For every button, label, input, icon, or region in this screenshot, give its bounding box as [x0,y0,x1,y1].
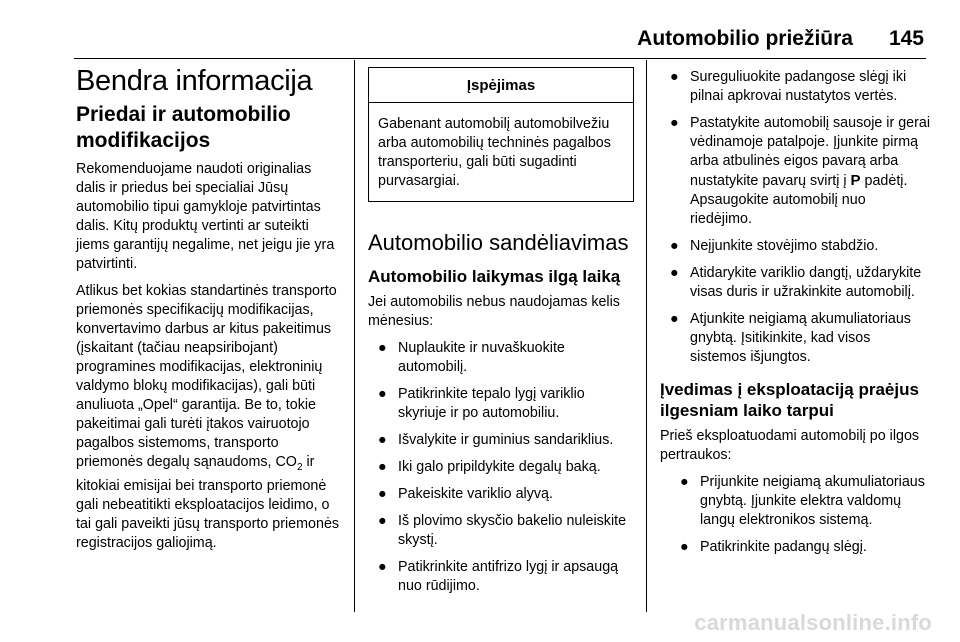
column-2 [368,60,634,604]
storage-list [368,339,634,596]
paragraph-2-b: ir kitokiai emisijai bei transporto priemonė gali nebeatitikti eksploatacijos leidimo, o tai gali paveikti jūsų transporto priemonės registracijos galiojimą. [76,454,340,551]
list-item [368,458,634,477]
header-rule [74,58,926,59]
watermark-rest: online.info [818,610,932,635]
list-item [368,485,634,504]
watermark [694,610,932,636]
list-item-text: Sureguliuokite padangose slėgį iki pilnai apkrovai nustatytos vertės. [690,69,907,104]
section-title: Bendra informacija [76,65,313,97]
paragraph-1: Rekomenduojame naudoti originalias dalis ir priedus bei specialiai Jūsų automobilio tipui gamykloje patvirtintas dalis. Kitų produktų vertinti ar suteikti jiems garantijų negalime, net jeigu jie yra patvirtinti. [76,161,335,272]
list-item-text: Patikrinkite tepalo lygį variklio skyriuje ir po automobiliu. [398,386,585,421]
bullet-icon: ● [378,486,387,502]
list-item [660,68,930,106]
column-3 [660,60,930,565]
list-item [368,385,634,423]
page-number: 145 [888,27,924,50]
list-item-text: Pakeiskite variklio alyvą. [398,486,553,502]
list-item-text: Nuplaukite ir nuvaškuokite automobilį. [398,340,565,375]
bullet-icon: ● [670,238,679,254]
warning-text: Gabenant automobilį automobilvežiu arba automobilių techninės pagalbos transporteriu, gali būti sugadinti purvasargiai. [378,116,611,189]
subsection-title: Priedai ir automobilio modifikacijos [76,103,291,152]
bullet-icon: ● [670,69,679,85]
list-item [660,114,930,229]
bullet-icon: ● [680,474,689,490]
list-item [660,473,930,530]
list-item [660,237,930,256]
bullet-icon: ● [670,115,679,131]
list-item [660,538,930,557]
warning-title: Įspėjimas [369,68,633,103]
list-item [368,339,634,377]
warning-box [368,67,634,202]
list-item [660,310,930,367]
column-divider-2 [646,60,647,612]
list-item-text: Patikrinkite antifrizo lygį ir apsaugą nuo rūdijimo. [398,559,619,594]
bullet-icon: ● [378,559,387,575]
running-header-title: Automobilio priežiūra [637,27,853,50]
list-item-text: Pastatykite automobilį sausoje ir gerai vėdinamoje patalpoje. Įjunkite pirmą arba atbulinės eigos pavarą arba nustatykite pavarų svirtį į [690,115,930,189]
paragraph-2 [76,282,342,553]
list-item [368,558,634,596]
bullet-icon: ● [378,386,387,402]
list-item-text: Atidarykite variklio dangtį, uždarykite visas duris ir užrakinkite automobilį. [690,265,922,300]
list-item [368,512,634,550]
long-storage-intro: Jei automobilis nebus naudojamas kelis mėnesius: [368,294,620,329]
bullet-icon: ● [378,459,387,475]
bullet-icon: ● [378,340,387,356]
list-item [368,431,634,450]
list-item-text: Iš plovimo skysčio bakelio nuleiskite skystį. [398,513,627,548]
recommission-title: Įvedimas į eksploataciją praėjus ilgesniam laiko tarpui [660,380,919,420]
column-1 [76,60,342,561]
park-position-letter: P [850,172,861,189]
storage-title: Automobilio sandėliavimas [368,230,629,255]
column-divider-1 [354,60,355,612]
list-item-text: Atjunkite neigiamą akumuliatoriaus gnybtą. Įsitikinkite, kad visos sistemos išjungtos. [690,311,911,365]
bullet-icon: ● [670,265,679,281]
bullet-icon: ● [670,311,679,327]
subscript-2: 2 [296,461,303,473]
recommission-list [660,473,930,557]
recommission-intro: Prieš eksploatuodami automobilį po ilgos pertraukos: [660,428,920,463]
list-item-text: Iki galo pripildykite degalų baką. [398,459,601,475]
list-item [660,264,930,302]
watermark-bold: carmanuals [694,610,819,635]
bullet-icon: ● [378,432,387,448]
long-storage-title: Automobilio laikymas ilgą laiką [368,267,621,286]
list-item-text: Neįjunkite stovėjimo stabdžio. [690,238,879,254]
paragraph-2-a: Atlikus bet kokias standartinės transporto priemonės specifikacijų modifikacijas, konvertavimo darbus ar kitus pakeitimus (įskaitant (tačiau neapsiribojant) programines modifikacijas, elektroninių valdymo blokų modifikacijas), gali būti anuliuota „Opel“ garantija. Be to, tokie pakeitimai gali turėti įtakos vairuotojo pagalbos sistemoms, transporto priemonės degalų sąnaudoms, CO [76,283,337,470]
list-item-text: Prijunkite neigiamą akumuliatoriaus gnybtą. Įjunkite elektra valdomų langų elektronikos sistemą. [700,474,925,528]
bullet-icon: ● [378,513,387,529]
storage-list-continued [660,68,930,367]
list-item-text: Patikrinkite padangų slėgį. [700,539,867,555]
list-item-text: Išvalykite ir guminius sandariklius. [398,432,614,448]
bullet-icon: ● [680,539,689,555]
list-item-text-rest: padėtį. Apsaugokite automobilį nuo riedėjimo. [690,173,908,227]
